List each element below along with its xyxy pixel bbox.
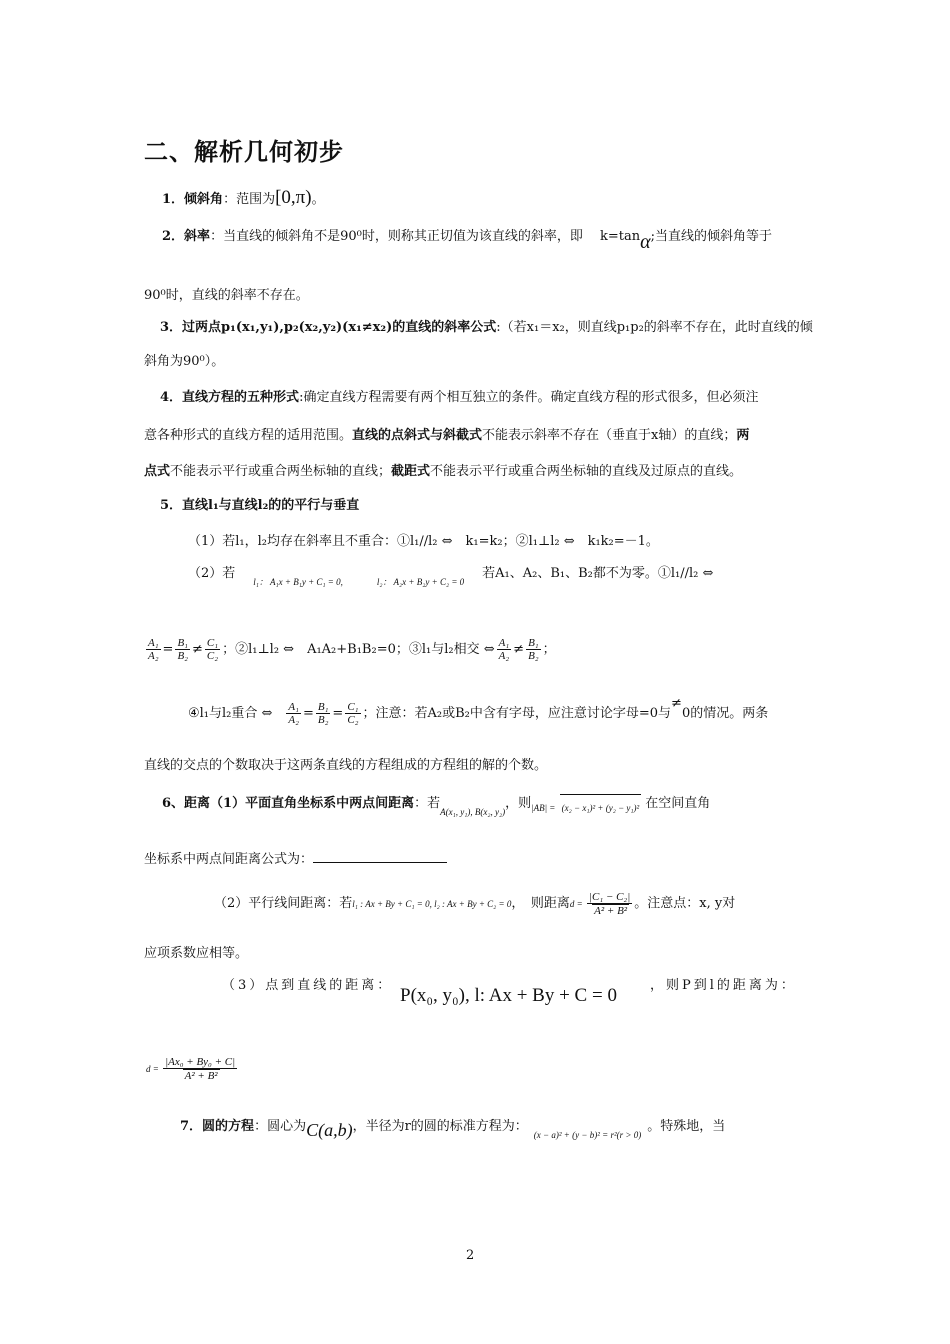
item-5-p3: $\frac{\text{A₁}}{\text{A₂}}$ = $\frac{\text{B₁}}{\text{B₂}}$ ≠ $\frac{\text{C₁}}{\text{C₂}}$ ；②l₁⊥l₂ ⇔ A₁A₂+B₁B₂=0；③l₁与l₂相交 ⇔ $\frac{\text{A₁}}{\text{A₂}}$ ≠ $\frac{\text{B₁}}{\text{B₂}}$ ；: [148, 637, 556, 662]
item-4-line-forms: 4．直线方程的五种形式:确定直线方程需要有两个相互独立的条件。确定直线方程的形式很多，但必须注: [160, 390, 759, 405]
point-line-formula: P(x₀, y₀), l: Ax + By + C = 0: [400, 985, 617, 1006]
item-5-p1: （1）若l₁，l₂均存在斜率且不重合：①l₁//l₂ ⇔ k₁=k₂；②l₁⊥l₂ ⇔ k₁k₂=－1。: [188, 534, 659, 549]
item-3-two-point-slope: 3．过两点p₁(x₁,y₁),p₂(x₂,y₂)(x₁≠x₂)的直线的斜率公式:（若x₁＝x₂，则直线p₁p₂的斜率不存在，此时直线的倾: [160, 320, 813, 335]
item-3-cont: 斜角为90⁰）。: [144, 354, 225, 369]
point-distance-formula: d = $\frac{\text{|Ax₀ + By₀ + C|}}{\text{A² + B²}}$: [146, 1055, 236, 1082]
item-2-slope: 2．斜率：当直线的倾斜角不是90⁰时，则称其正切值为该直线的斜率，即 k=tanα;当直线的倾斜角等于: [162, 229, 772, 253]
item-6-point-distance: （3）点到直线的距离：: [222, 978, 394, 993]
page-number: 2: [466, 1248, 475, 1263]
range-formula: [0,π): [275, 187, 312, 208]
item-1-inclination: 1．倾斜角：范围为[0,π)。: [162, 187, 325, 208]
item-6-parallel-distance: （2）平行线间距离：若l₁ : Ax + By + C₁ = 0, l₂ : Ax + By + C₂ = 0， 则距离d = $\frac{\text{|C₁ − C₂|}}{\text{A² + B²}}$ 。注意点：x, y对: [214, 890, 736, 917]
item-5-parallel-perpendicular: 5．直线l₁与直线l₂的的平行与垂直: [160, 498, 360, 513]
item-5-p2: （2）若$_{l_1: A_1x + B_1y + C_1 = 0,}$ $_{l_2: A_2x + B_2y + C_2 = 0}$若A₁、A₂、B₁、B₂都不为零。①l₁//l₂ ⇔: [188, 566, 714, 587]
item-6-distance: 6、距离（1）平面直角坐标系中两点间距离：若$_{A(x_1, y_1), B(x_2, y_2)}$，则$_{|AB| =}$ (x₂ − x₁)² + (y₂ − y₁)² 在空间直角: [162, 790, 710, 817]
item-7-circle: 7．圆的方程：圆心为C(a,b)，半径为r的圆的标准方程为：$_{(x - a)^2 + (y - b)^2 = r^2(r > 0)}$。特殊地，当: [180, 1119, 726, 1140]
fraction-a1-a2: $\frac{\text{A₁}}{\text{A₂}}$: [148, 637, 159, 662]
item-6-space: 坐标系中两点间距离公式为：: [144, 850, 447, 870]
item-2-slope-cont: 90⁰时，直线的斜率不存在。: [144, 288, 309, 303]
item-6-point-distance-end: ，则P到l的距离为：: [650, 978, 797, 993]
item-5-p4: ④l₁与l₂重合 ⇔ $\frac{\text{A₁}}{\text{A₂}}$ = $\frac{\text{B₁}}{\text{B₂}}$ = $\frac{\text{C₁}}{\text{C₂}}$ ；注意：若A₂或B₂中含有字母，应注意讨论字母=0与≠0的情况。两条: [188, 696, 769, 726]
section-heading: 二、解析几何初步: [144, 138, 344, 166]
item-6-cont: 应项系数应相等。: [144, 946, 249, 961]
item-5-p5: 直线的交点的个数取决于这两条直线的方程组成的方程组的解的个数。: [144, 758, 548, 773]
answer-blank[interactable]: [313, 850, 447, 863]
item-4-line2: 意各种形式的直线方程的适用范围。直线的点斜式与斜截式不能表示斜率不存在（垂直于x轴）的直线；两: [144, 428, 750, 443]
item-4-line3: 点式不能表示平行或重合两坐标轴的直线；截距式不能表示平行或重合两坐标轴的直线及过原点的直线。: [144, 464, 743, 479]
